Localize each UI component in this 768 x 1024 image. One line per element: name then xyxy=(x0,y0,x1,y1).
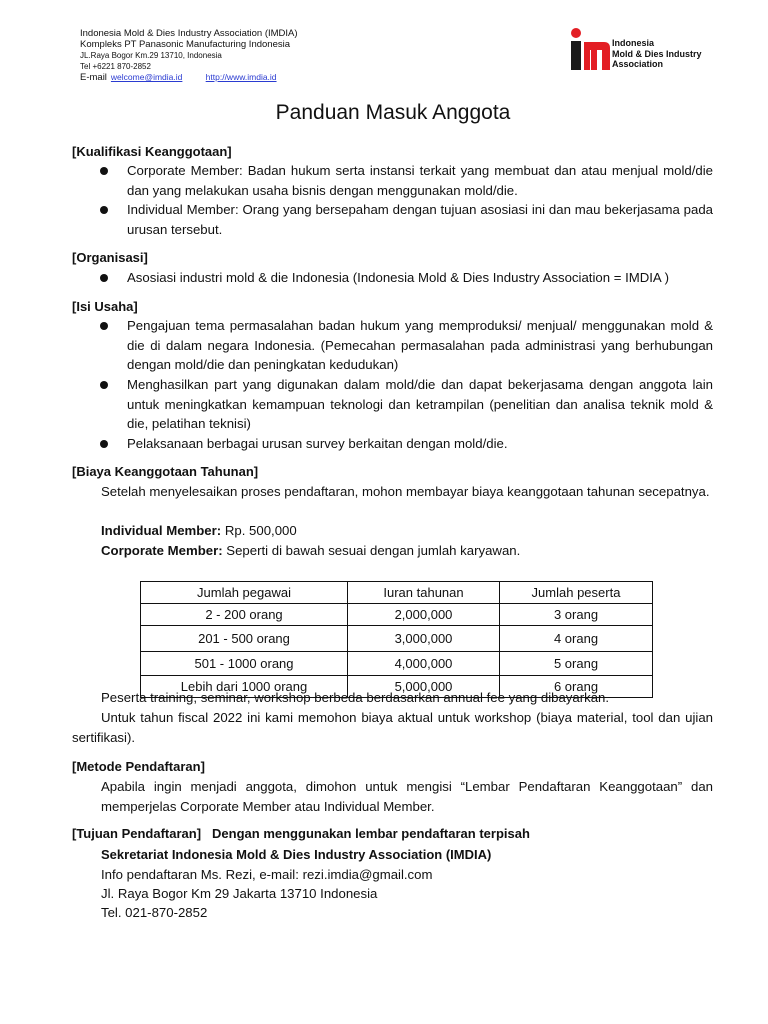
table-cell: Lebih dari 1000 orang xyxy=(141,676,348,698)
imdia-logo xyxy=(568,26,728,74)
table-row xyxy=(141,604,653,626)
table-cell: 2 - 200 orang xyxy=(141,604,348,626)
address-line-2: JL.Raya Bogor Km.29 13710, Indonesia xyxy=(80,51,222,60)
logo-line-3: Association xyxy=(612,59,664,69)
biaya-intro: Setelah menyelesaikan proses pendaftaran, mohon membayar biaya keanggotaan tahunan secepatnya. xyxy=(101,484,710,499)
list-item xyxy=(100,434,713,454)
list-item-text: Menghasilkan part yang digunakan dalam mold/die dan dapat bekerjasama dengan anggota lain untuk meningkatkan kemampuan teknologi dan ketrampilan (penelitian dan analisa teknik mold & die, pelatihan teknisi) xyxy=(127,377,713,431)
letterhead xyxy=(80,28,298,83)
table-cell: 6 orang xyxy=(500,676,653,698)
logo-line-1: Indonesia xyxy=(612,38,655,48)
bullet-icon xyxy=(100,206,108,214)
table-cell: 3,000,000 xyxy=(348,626,500,652)
contact-row xyxy=(80,72,298,83)
tel: Tel +6221 870-2852 xyxy=(80,62,151,71)
list-item-text: Asosiasi industri mold & die Indonesia (Indonesia Mold & Dies Industry Association = IMDIA ) xyxy=(127,270,670,285)
corporate-fee-value: Seperti di bawah sesuai dengan jumlah karyawan. xyxy=(222,543,521,558)
imdia-logo-icon xyxy=(568,26,612,74)
heading-metode: [Metode Pendaftaran] xyxy=(72,759,205,774)
list-item xyxy=(100,375,713,434)
individual-fee-value: Rp. 500,000 xyxy=(221,523,297,538)
address-line-1: Kompleks PT Panasonic Manufacturing Indonesia xyxy=(80,39,291,50)
list-item xyxy=(100,268,713,288)
list-item-text: Corporate Member: Badan hukum serta instansi terkait yang membuat dan atau menjual mold/die dan yang melakukan usaha bisnis dengan menggunakan mold/die. xyxy=(127,163,713,198)
secretariat-address: Jl. Raya Bogor Km 29 Jakarta 13710 Indonesia xyxy=(101,886,378,901)
fee-table xyxy=(140,581,653,698)
heading-organisasi: [Organisasi] xyxy=(72,250,148,265)
table-row xyxy=(141,626,653,652)
registration-info: Info pendaftaran Ms. Rezi, e-mail: rezi.imdia@gmail.com xyxy=(101,867,433,882)
list-item-text: Pengajuan tema permasalahan badan hukum yang memproduksi/ menjual/ menggunakan mold & die di dalam negara Indonesia. (Pemecahan permasalahan pada administrasi yang berhubungan dengan mold/die dan peningkatan kedudukan) xyxy=(127,318,713,372)
individual-fee-label: Individual Member: xyxy=(101,523,222,538)
heading-isi-usaha: [Isi Usaha] xyxy=(72,299,138,314)
website-link[interactable]: http://www.imdia.id xyxy=(205,72,277,82)
page-title: Panduan Masuk Anggota xyxy=(275,101,511,124)
heading-tujuan-label: [Tujuan Pendaftaran] xyxy=(72,826,202,841)
table-header: Jumlah pegawai xyxy=(141,582,348,604)
table-cell: 5 orang xyxy=(500,652,653,676)
heading-biaya: [Biaya Keanggotaan Tahunan] xyxy=(72,464,259,479)
list-item xyxy=(100,161,713,200)
heading-kualifikasi: [Kualifikasi Keanggotaan] xyxy=(72,144,232,159)
corporate-fee xyxy=(101,541,520,561)
bullet-icon xyxy=(100,167,108,175)
list-item xyxy=(100,200,713,239)
corporate-fee-label: Corporate Member: xyxy=(101,543,223,558)
email-label: E-mail xyxy=(80,72,107,83)
logo-text xyxy=(612,38,702,70)
logo-line-2: Mold & Dies Industry xyxy=(612,48,702,59)
heading-tujuan xyxy=(72,826,530,841)
bullet-icon xyxy=(100,274,108,282)
table-cell: 5,000,000 xyxy=(348,676,500,698)
list-item-text: Individual Member: Orang yang bersepaham dengan tujuan asosiasi ini dan mau bekerjasama pada urusan tersebut. xyxy=(127,202,713,237)
email-link[interactable]: welcome@imdia.id xyxy=(110,72,183,82)
individual-fee xyxy=(101,521,297,541)
table-cell: 501 - 1000 orang xyxy=(141,652,348,676)
table-header-row xyxy=(141,582,653,604)
fee-note-1: Peserta training, seminar, workshop berbeda berdasarkan annual fee yang dibayarkan. xyxy=(101,690,610,705)
fee-note-2: Untuk tahun fiscal 2022 ini kami memohon biaya aktual untuk workshop (biaya material, tool dan ujian sertifikasi). xyxy=(72,710,713,745)
table-cell: 201 - 500 orang xyxy=(141,626,348,652)
table-cell: 3 orang xyxy=(500,604,653,626)
secretariat-tel: Tel. 021-870-2852 xyxy=(101,905,208,920)
org-name: Indonesia Mold & Dies Industry Association (IMDIA) xyxy=(80,28,298,39)
bullet-icon xyxy=(100,440,108,448)
metode-text: Apabila ingin menjadi anggota, dimohon untuk mengisi “Lembar Pendaftaran Keanggotaan” dan memperjelas Corporate Member atau Individual Member. xyxy=(101,779,713,814)
table-cell: 4 orang xyxy=(500,626,653,652)
heading-tujuan-note: Dengan menggunakan lembar pendaftaran terpisah xyxy=(212,826,530,841)
table-cell: 2,000,000 xyxy=(348,604,500,626)
secretariat-name: Sekretariat Indonesia Mold & Dies Industry Association (IMDIA) xyxy=(101,847,492,862)
table-row xyxy=(141,652,653,676)
list-item-text: Pelaksanaan berbagai urusan survey berkaitan dengan mold/die. xyxy=(127,436,508,451)
table-header: Jumlah peserta xyxy=(500,582,653,604)
bullet-icon xyxy=(100,322,108,330)
table-cell: 4,000,000 xyxy=(348,652,500,676)
list-item xyxy=(100,316,713,375)
bullet-icon xyxy=(100,381,108,389)
table-header: Iuran tahunan xyxy=(348,582,500,604)
